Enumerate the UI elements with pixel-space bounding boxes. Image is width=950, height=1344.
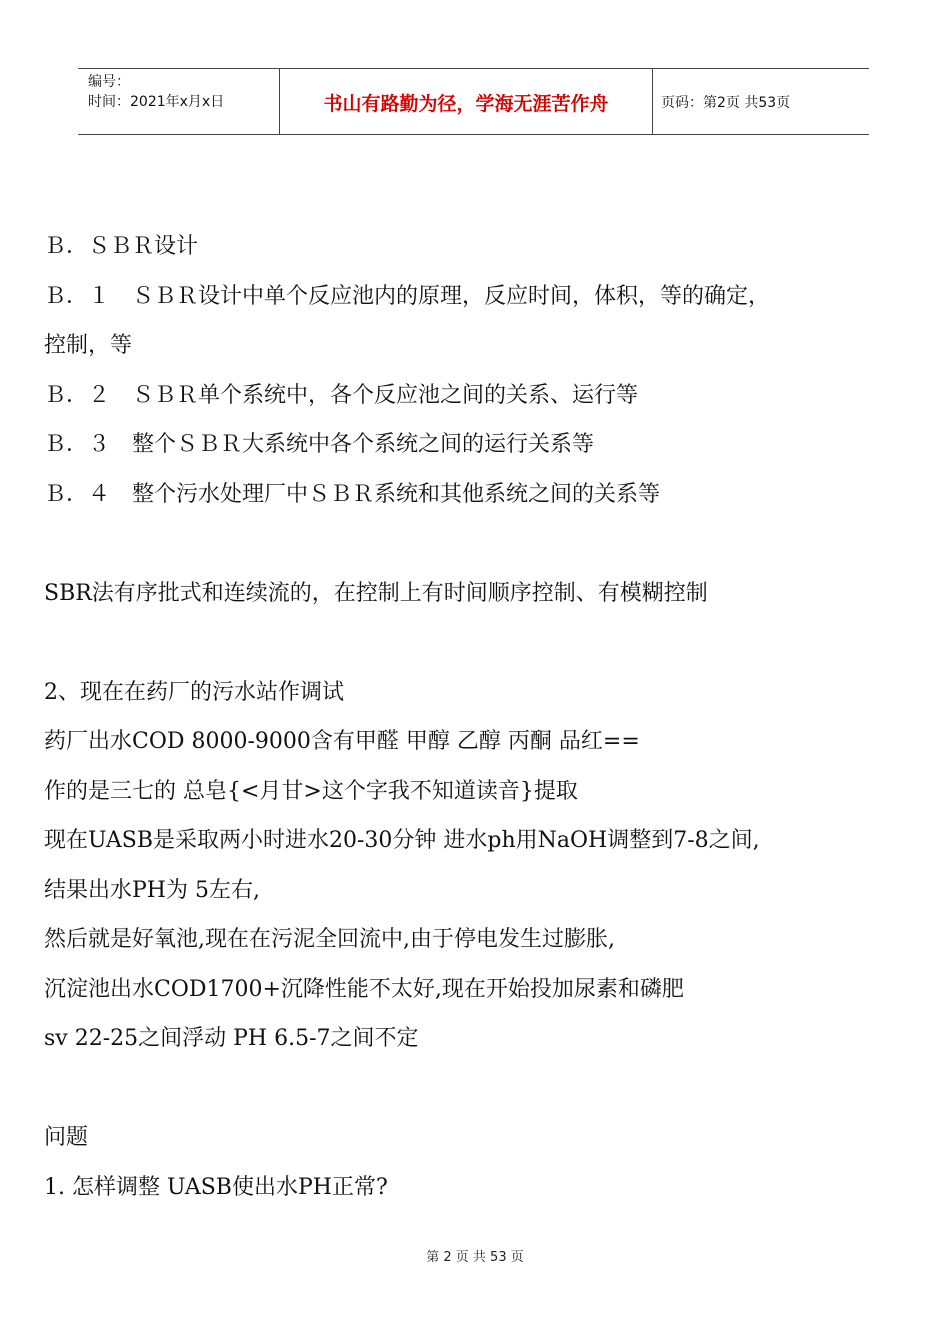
blank-line xyxy=(44,519,914,569)
body-line: 控制，等 xyxy=(44,333,133,358)
body-line: 1. 怎样调整 UASB使出水PH正常? xyxy=(44,1174,388,1200)
body-line: 然后就是好氧池,现在在污泥全回流中,由于停电发生过膨胀, xyxy=(44,927,615,952)
body-line: 作的是三七的 总皂{<月甘>这个字我不知道读音}提取 xyxy=(44,778,578,804)
blank-line xyxy=(44,618,914,668)
body-line: 现在UASB是采取两小时进水20-30分钟 进水ph用NaOH调整到7-8之间, xyxy=(44,828,760,853)
serial-label: 编号： xyxy=(88,74,130,90)
body-line: Ｂ．４ 整个污水处理厂中ＳＢＲ系统和其他系统之间的关系等 xyxy=(44,481,661,507)
document-body xyxy=(44,222,914,1212)
blank-line xyxy=(44,1064,914,1114)
body-line: Ｂ．３ 整个ＳＢＲ大系统中各个系统之间的运行关系等 xyxy=(44,432,595,457)
time-label: 时间：2021年x月x日 xyxy=(88,94,225,110)
body-line: Ｂ．１ ＳＢＲ设计中单个反应池内的原理，反应时间，体积，等的确定， xyxy=(44,283,771,309)
header-motto: 书山有路勤为径，学海无涯苦作舟 xyxy=(280,69,653,135)
body-line: 沉淀池出水COD1700+沉降性能不太好,现在开始投加尿素和磷肥 xyxy=(44,976,684,1002)
page-header xyxy=(78,68,869,135)
body-line: 结果出水PH为 5左右, xyxy=(44,877,260,903)
body-line: Ｂ．ＳＢＲ设计 xyxy=(44,234,199,259)
header-page-info: 页码：第2页 共53页 xyxy=(661,95,791,111)
body-line: 问题 xyxy=(44,1125,89,1150)
body-line: Ｂ．２ ＳＢＲ单个系统中，各个反应池之间的关系、运行等 xyxy=(44,382,639,408)
body-line: sv 22-25之间浮动 PH 6.5-7之间不定 xyxy=(44,1026,419,1051)
body-line: 2、现在在药厂的污水站作调试 xyxy=(44,679,344,705)
body-line: 药厂出水COD 8000-9000含有甲醛 甲醇 乙醇 丙酮 品红== xyxy=(44,729,640,754)
page-footer: 第 2 页 共 53 页 xyxy=(426,1250,524,1265)
body-line: SBR法有序批式和连续流的，在控制上有时间顺序控制、有模糊控制 xyxy=(44,580,708,606)
header-meta xyxy=(78,69,280,135)
